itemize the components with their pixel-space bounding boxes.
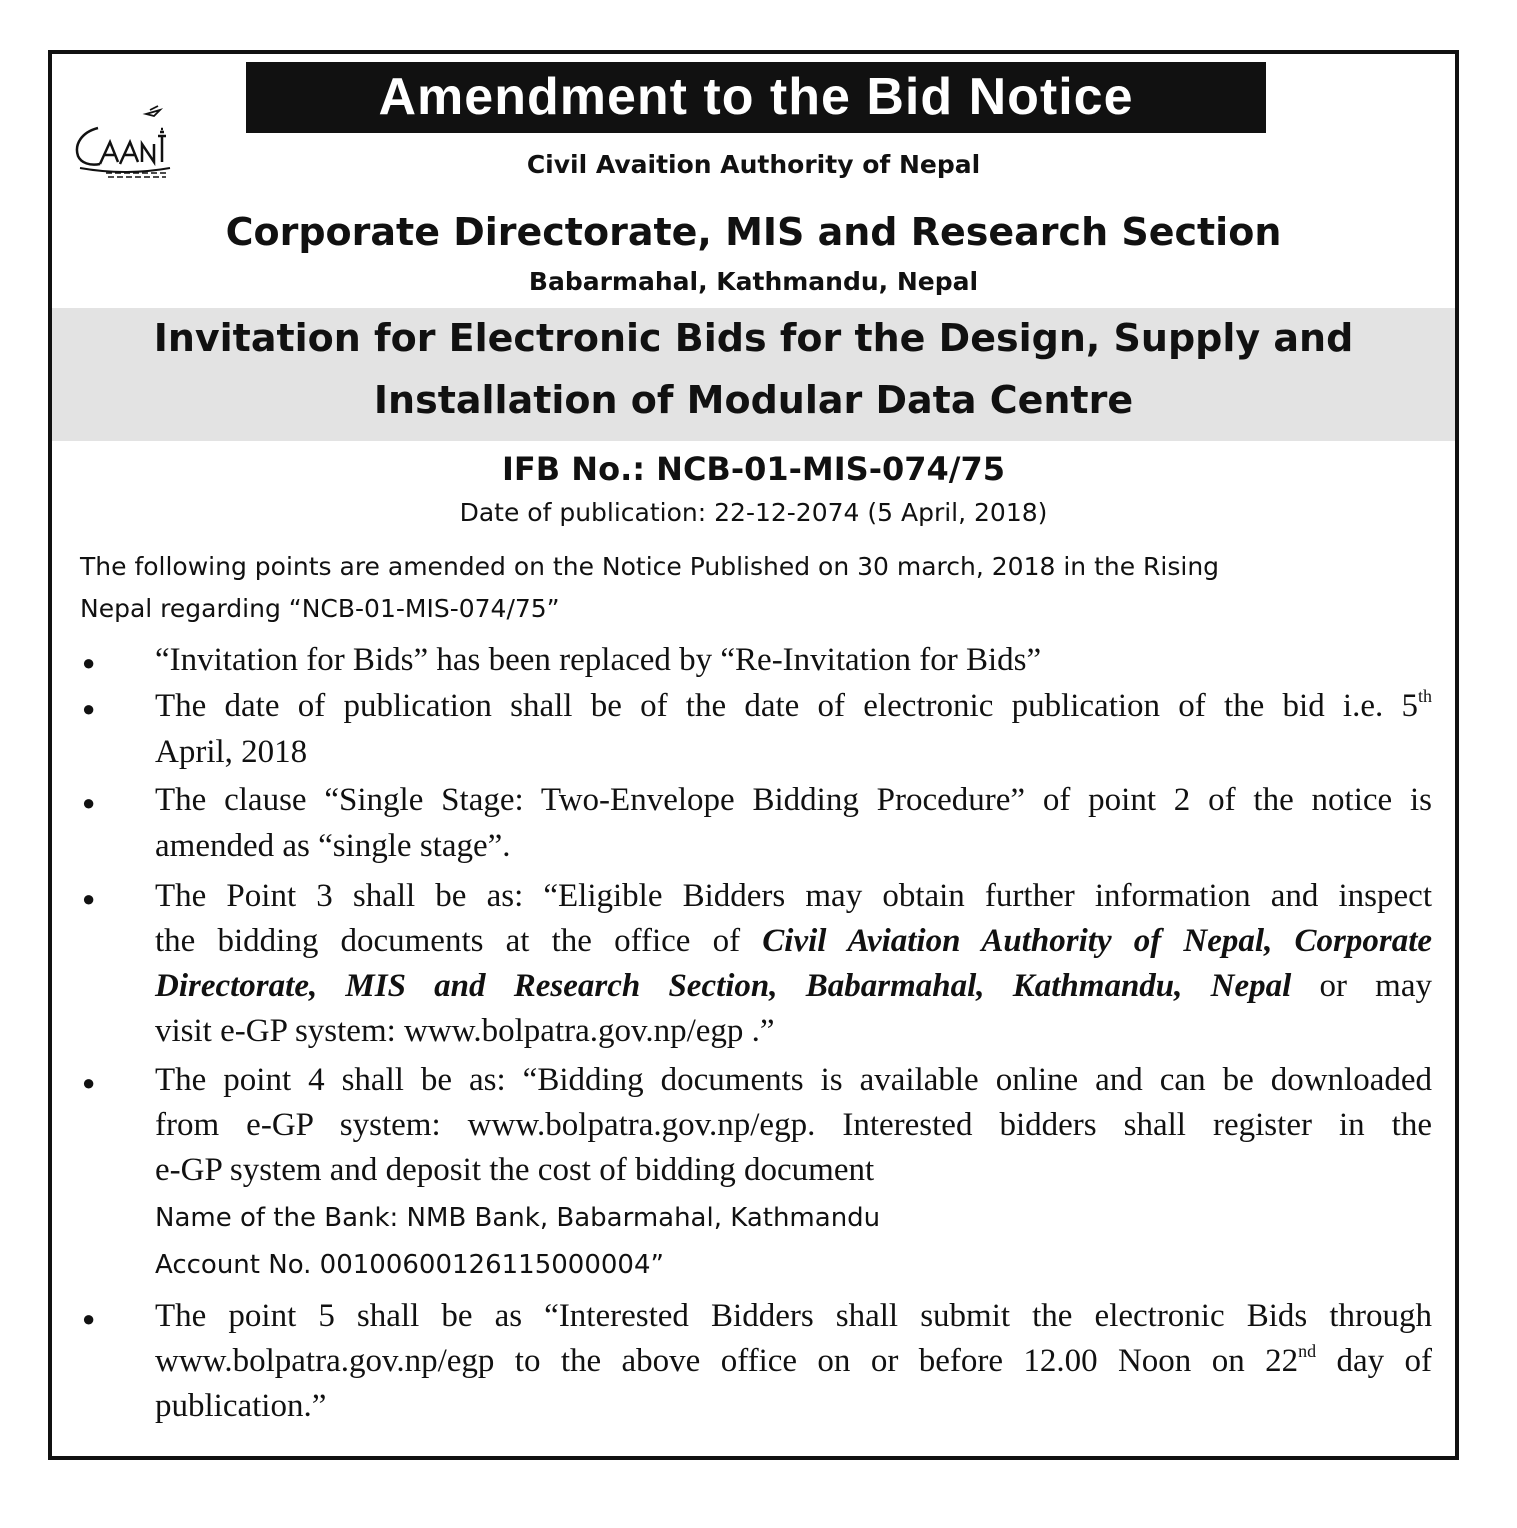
point-4-line-2	[155, 921, 1432, 961]
account-number: Account No. 00100600126115000004”	[155, 1250, 664, 1280]
point-6-line-2-text: www.bolpatra.gov.np/egp to the above office on or before 12.00 Noon on 22	[155, 1343, 1299, 1379]
bullet-icon: ●	[82, 1306, 96, 1331]
point-5-line-3: e-GP system and deposit the cost of bidding document	[155, 1152, 875, 1188]
point-4-line-1: The Point 3 shall be as: “Eligible Bidders may obtain further information and inspect	[155, 878, 1432, 914]
point-6-line-2-tail: day of	[1316, 1343, 1432, 1379]
invitation-title-line-1: Invitation for Electronic Bids for the Design, Supply and	[153, 316, 1354, 360]
point-1-line-1: “Invitation for Bids” has been replaced by “Re-Invitation for Bids”	[155, 642, 1042, 678]
point-4-line-4: visit e-GP system: www.bolpatra.gov.np/egp .”	[155, 1013, 775, 1049]
point-4-line-2-plain: the bidding documents at the office of	[155, 923, 763, 959]
point-5-line-2: from e-GP system: www.bolpatra.gov.np/egp. Interested bidders shall register in the	[155, 1107, 1432, 1143]
point-4-line-3-emphasis: Directorate, MIS and Research Section, Babarmahal, Kathmandu, Nepal	[155, 968, 1292, 1004]
directorate-name: Corporate Directorate, MIS and Research Section	[225, 210, 1282, 254]
ordinal-suffix: nd	[1298, 1341, 1317, 1361]
bullet-icon: ●	[82, 696, 96, 721]
bank-name: Name of the Bank: NMB Bank, Babarmahal, Kathmandu	[155, 1203, 881, 1233]
point-6-line-3: publication.”	[155, 1388, 327, 1424]
point-4-line-2-emphasis: Civil Aviation Authority of Nepal, Corporate	[762, 923, 1433, 959]
office-address: Babarmahal, Kathmandu, Nepal	[528, 267, 979, 296]
publication-date: Date of publication: 22-12-2074 (5 April, 2018)	[459, 498, 1048, 527]
bullet-icon: ●	[82, 650, 96, 675]
point-4-line-3-plain: or may	[1291, 968, 1432, 1004]
intro-line-1: The following points are amended on the Notice Published on 30 march, 2018 in the Rising	[80, 552, 1220, 581]
point-3-line-2: amended as “single stage”.	[155, 828, 511, 864]
point-6-line-2	[155, 1341, 1432, 1381]
point-2-line-2: April, 2018	[155, 734, 308, 770]
notice-title-banner: Amendment to the Bid Notice	[246, 62, 1266, 133]
point-6-line-1: The point 5 shall be as “Interested Bidders shall submit the electronic Bids through	[155, 1298, 1432, 1334]
organization-name: Civil Avaition Authority of Nepal	[526, 150, 981, 179]
ifb-number: IFB No.: NCB-01-MIS-074/75	[502, 450, 1005, 488]
point-2-line-1	[155, 686, 1432, 726]
bullet-icon: ●	[82, 1070, 96, 1095]
invitation-title-line-2: Installation of Modular Data Centre	[373, 378, 1134, 422]
ordinal-suffix: th	[1417, 686, 1432, 706]
bullet-icon: ●	[82, 790, 96, 815]
point-2-line-1-text: The date of publication shall be of the date of electronic publication of the bid i.e. 5	[155, 688, 1418, 724]
point-5-line-1: The point 4 shall be as: “Bidding documents is available online and can be downloaded	[155, 1062, 1432, 1098]
intro-line-2: Nepal regarding “NCB-01-MIS-074/75”	[80, 594, 560, 623]
point-4-line-3	[155, 966, 1432, 1006]
bullet-icon: ●	[82, 886, 96, 911]
point-3-line-1: The clause “Single Stage: Two-Envelope Bidding Procedure” of point 2 of the notice is	[155, 782, 1432, 818]
